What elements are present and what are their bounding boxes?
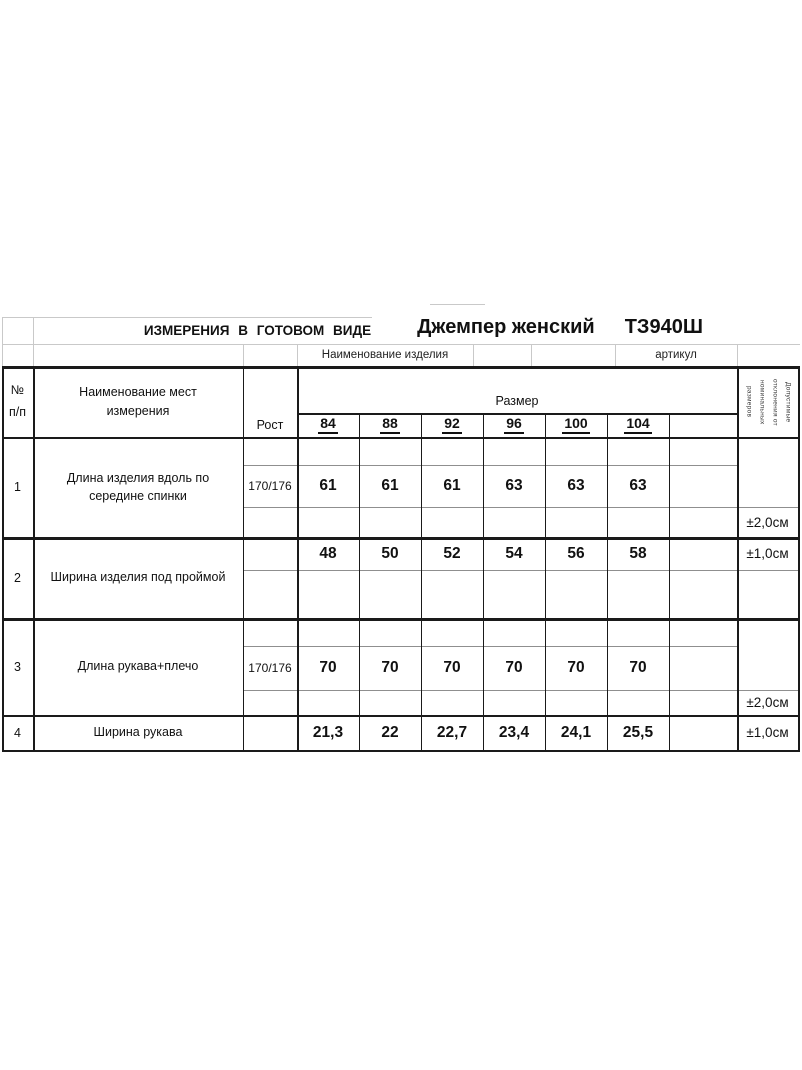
size-value: 56 (567, 544, 585, 562)
size-value: 50 (381, 544, 399, 562)
product-name-column-label: Наименование изделия (321, 349, 449, 361)
size-value: 22,7 (436, 723, 468, 741)
tolerance-note-vertical-text: Допустимые отклонения от номинальных размеров (745, 378, 792, 426)
size-value: 54 (505, 544, 523, 562)
article-column-label: артикул (655, 349, 697, 361)
header-size-100: 100 (545, 413, 607, 437)
size-value: 70 (629, 659, 647, 676)
header-size-88: 88 (359, 413, 421, 437)
sheet-title-product (400, 311, 720, 344)
size-value: 70 (505, 659, 523, 676)
size-value: 22 (381, 723, 399, 741)
size-value: 48 (319, 544, 337, 562)
row-number: 4 (14, 725, 21, 740)
size-value: 63 (505, 477, 523, 494)
row-number: 1 (14, 480, 21, 494)
product-name: Джемпер женский (417, 316, 595, 338)
size-value: 25,5 (622, 723, 654, 741)
measurement-name: Ширина изделия под проймой (50, 570, 226, 585)
height-value: 170/176 (248, 479, 292, 493)
header-places: Наименование мест измерения (79, 385, 197, 418)
measurement-name: Длина рукава+плечо (77, 659, 199, 674)
tolerance-value: ±2,0см (746, 514, 789, 530)
size-value: 70 (567, 659, 585, 676)
row-number: 2 (14, 570, 21, 585)
size-value: 61 (443, 477, 461, 494)
tolerance-value: ±1,0см (746, 725, 789, 740)
size-value: 63 (567, 477, 585, 494)
header-tolerance-note (739, 368, 798, 436)
tolerance-value: ±1,0см (746, 546, 789, 561)
height-value: 170/176 (248, 661, 292, 675)
size-value: 23,4 (498, 723, 530, 741)
header-size-84: 84 (297, 413, 359, 437)
header-size-group: Размер (495, 394, 539, 408)
size-value: 61 (381, 477, 399, 494)
header-size-104: 104 (607, 413, 669, 437)
size-value: 21,3 (312, 723, 344, 741)
header-size-96: 96 (483, 413, 545, 437)
tolerance-value: ±2,0см (746, 695, 789, 710)
header-height: Рост (256, 418, 284, 432)
size-value: 70 (381, 659, 399, 676)
header-num-line1: № (10, 383, 25, 398)
row-number: 3 (14, 659, 21, 674)
sheet-title-measure: ИЗМЕРЕНИЯ В ГОТОВОМ ВИДЕ (143, 323, 372, 338)
article-code: ТЗ940Ш (624, 316, 703, 338)
size-value: 24,1 (560, 723, 592, 741)
measurement-name: Длина изделия вдоль по середине спинки (66, 470, 210, 503)
size-value: 70 (443, 659, 461, 676)
size-value: 58 (629, 544, 647, 562)
measurement-name: Ширина рукава (93, 725, 183, 740)
size-value: 63 (629, 477, 647, 494)
size-value: 61 (319, 477, 337, 494)
header-num-line2: п/п (8, 404, 26, 419)
header-size-92: 92 (421, 413, 483, 437)
size-value: 52 (443, 544, 461, 562)
size-value: 70 (319, 659, 337, 676)
header-num (2, 366, 33, 437)
